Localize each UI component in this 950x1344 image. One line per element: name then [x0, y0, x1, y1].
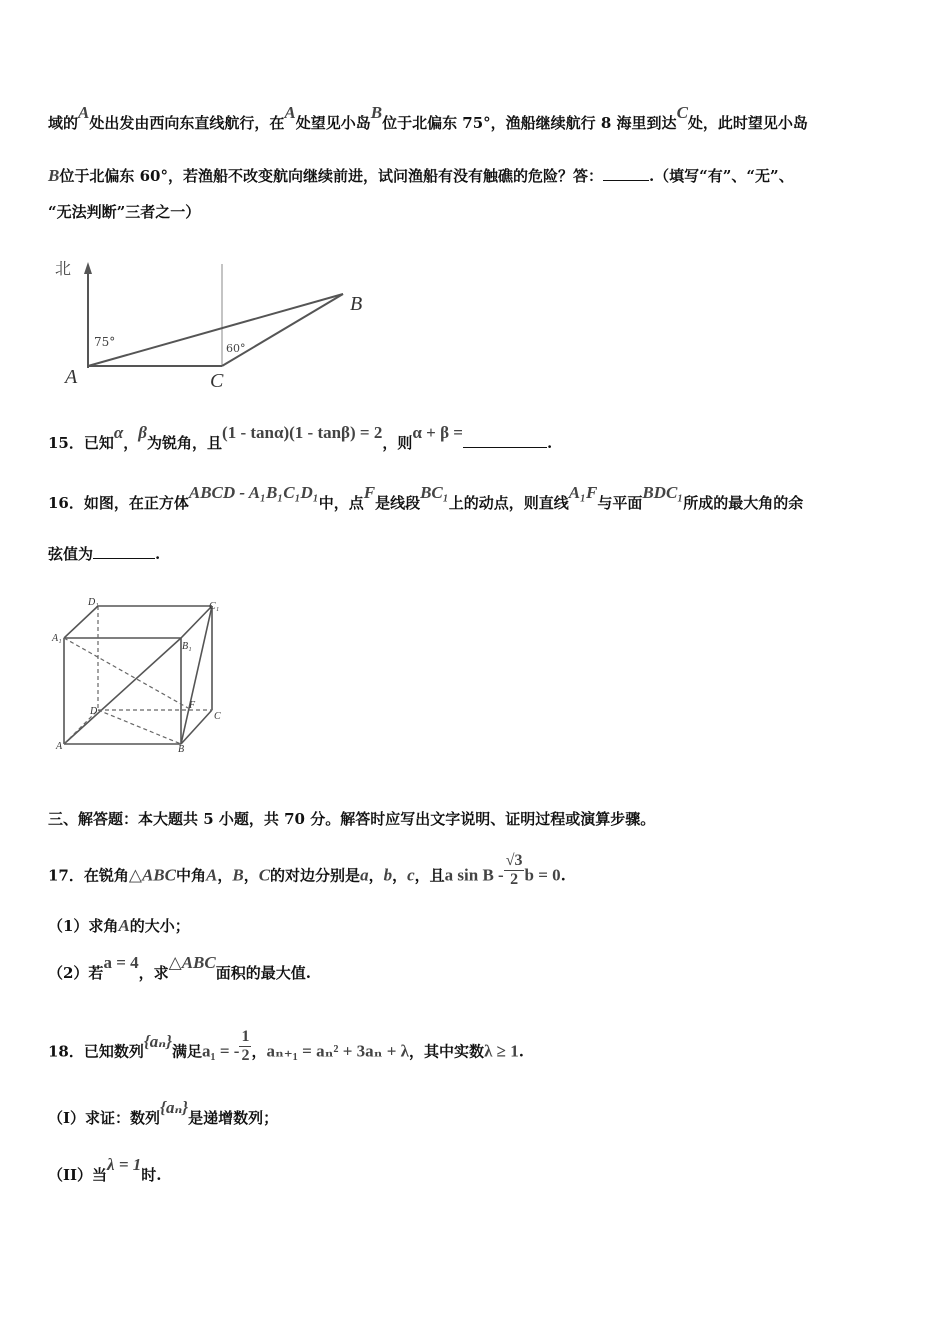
math: α + β =: [412, 423, 463, 442]
math: {aₙ}: [160, 1098, 189, 1117]
text: 所成的最大角的余: [683, 494, 804, 512]
text: 弦值为: [48, 545, 94, 563]
text: （II）当: [48, 1166, 108, 1184]
section-3-heading: 三、解答题：本大题共 5 小题，共 70 分。解答时应写出文字说明、证明过程或演算步骤。: [48, 810, 656, 828]
math: B: [370, 103, 383, 122]
text: ，: [392, 866, 408, 885]
point-b-label: B: [350, 293, 363, 315]
math: A: [78, 103, 90, 122]
point-f-label: F: [189, 700, 196, 711]
vertex-b-label: B: [178, 744, 185, 754]
q14-line-2: [48, 165, 794, 186]
text: 中，点: [318, 494, 364, 512]
text: ，: [368, 866, 384, 885]
segment-cb: [222, 294, 343, 366]
math: α: [113, 423, 124, 442]
math: A: [118, 916, 130, 935]
vertex-c-label: C: [214, 711, 221, 722]
text: （2）若: [48, 964, 104, 982]
vertex-d1-label: D₁: [88, 597, 99, 608]
text: 时.: [141, 1166, 162, 1184]
navigation-figure: [55, 252, 385, 397]
text: 处望见小岛: [295, 114, 371, 132]
text: ，则: [382, 434, 413, 452]
north-arrow-icon: [84, 262, 92, 274]
text: 面积的最大值.: [215, 964, 311, 982]
text: 的对边分别是: [270, 866, 361, 885]
text: 处，此时望见小岛: [687, 114, 808, 132]
answer-blank[interactable]: [93, 543, 155, 559]
q18-part-2: [48, 1155, 162, 1185]
edge-b1c1: [181, 606, 212, 638]
math: C: [258, 865, 271, 885]
text: 的大小；: [129, 917, 190, 935]
north-label: 北: [55, 259, 72, 278]
vertex-c1-label: C₁: [209, 601, 220, 612]
math: a₁ = -: [202, 1041, 240, 1061]
text: ，: [217, 866, 233, 885]
math: BC₁: [420, 483, 449, 502]
diagonal-ab1: [64, 638, 181, 744]
hidden-diagonal-db: [98, 710, 181, 744]
math: B: [232, 865, 244, 885]
q16-line-2: [48, 543, 160, 564]
math: BDC₁: [642, 483, 684, 502]
text: 位于北偏东 75°，渔船继续航行 8 海里到达: [382, 114, 677, 132]
vertex-d-label: D: [90, 706, 98, 717]
math: a = 4: [103, 953, 139, 972]
text: 18．已知数列: [48, 1042, 144, 1061]
numerator: √3: [505, 852, 523, 869]
math: A: [284, 103, 296, 122]
denominator: 2: [241, 1047, 250, 1064]
edge-bc: [181, 710, 212, 744]
text: 为锐角，且: [147, 434, 223, 452]
math: β: [138, 423, 148, 442]
math: λ ≥ 1: [484, 1041, 519, 1061]
math: aₙ₊₁ = aₙ² + 3aₙ + λ: [266, 1041, 410, 1061]
text: ，: [243, 866, 259, 885]
text: .: [546, 434, 553, 452]
text: .（填写“有”、“无”、: [648, 167, 794, 185]
math: B: [48, 166, 60, 185]
text: 16．如图，在正方体: [48, 494, 189, 512]
text: 与平面: [597, 494, 643, 512]
text: 是线段: [375, 494, 421, 512]
vertex-a1-label: A₁: [52, 633, 62, 644]
text: 是递增数列；: [188, 1109, 279, 1127]
q17-part-2: [48, 953, 311, 983]
math: △ABC: [168, 953, 216, 972]
point-a-label: A: [65, 366, 78, 388]
text: ，: [123, 434, 139, 452]
q14-line-1: [48, 103, 808, 133]
math: λ = 1: [107, 1155, 142, 1174]
math: C: [676, 103, 688, 122]
fraction-one-half: [239, 1028, 251, 1065]
q16-line-1: [48, 483, 804, 513]
text: 满足: [172, 1042, 203, 1061]
text: （1）求角: [48, 917, 119, 935]
math: a sin B -: [444, 865, 504, 885]
text: 17．在锐角: [48, 866, 129, 885]
text: ，且: [414, 866, 445, 885]
segment-ab: [88, 294, 343, 366]
math: A₁F: [568, 483, 598, 502]
math: a: [360, 865, 369, 885]
answer-blank[interactable]: [603, 165, 649, 181]
math: {aₙ}: [143, 1031, 172, 1051]
angle-60-label: 60°: [226, 342, 246, 355]
text: .: [560, 866, 566, 885]
vertex-b1-label: B₁: [182, 641, 192, 652]
cube-figure: [50, 594, 230, 754]
edge-a1d1: [64, 606, 98, 638]
angle-75-label: 75°: [94, 335, 116, 349]
text: 中角: [175, 866, 206, 885]
math: c: [407, 865, 415, 885]
text: .: [155, 545, 161, 563]
math: ABCD - A₁B₁C₁D₁: [188, 483, 319, 502]
point-c-label: C: [210, 370, 224, 392]
text: .: [518, 1042, 524, 1061]
text: ，: [251, 1042, 267, 1061]
q17-part-1: [48, 915, 190, 936]
math: F: [363, 483, 376, 502]
math: (1 - tanα)(1 - tanβ) = 2: [222, 423, 383, 442]
segment-bc1: [181, 606, 212, 744]
text: （I）求证：数列: [48, 1109, 161, 1127]
text: 处出发由西向东直线航行，在: [89, 114, 285, 132]
math: b = 0: [524, 865, 561, 885]
fraction-sqrt3-over-2: [504, 852, 525, 889]
math: A: [205, 865, 218, 885]
answer-blank[interactable]: [463, 432, 547, 448]
vertex-a-label: A: [56, 741, 63, 752]
q17-line-1: [48, 852, 566, 895]
q15: [48, 423, 553, 453]
denominator: 2: [510, 871, 519, 888]
q18-part-1: [48, 1098, 279, 1128]
text: ，求: [138, 964, 169, 982]
q18-line-1: [48, 1028, 524, 1071]
text: 15．已知: [48, 434, 114, 452]
math: b: [383, 865, 393, 885]
q14-line-3: “无法判断”三者之一）: [48, 203, 201, 221]
text: ，其中实数: [409, 1042, 485, 1061]
numerator: 1: [241, 1028, 250, 1045]
text: 域的: [48, 114, 79, 132]
math: △ABC: [128, 865, 176, 885]
text: 上的动点，则直线: [448, 494, 569, 512]
text: 位于北偏东 60°，若渔船不改变航向继续前进，试问渔船有没有触礁的危险？答：: [59, 167, 603, 185]
